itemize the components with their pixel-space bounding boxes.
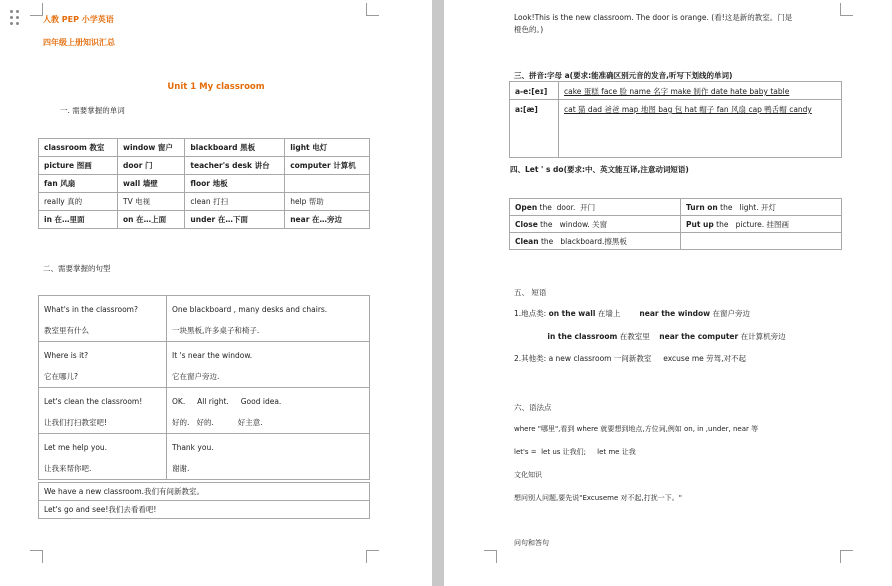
phrase-rest: the blackboard.擦黑板 xyxy=(538,236,627,246)
crop-mark xyxy=(840,550,853,563)
crop-mark xyxy=(366,550,379,563)
table-row xyxy=(39,211,370,229)
table-cell: on 在…上面 xyxy=(118,211,185,229)
sentence-table xyxy=(38,295,370,480)
verb-phrase: Put up xyxy=(686,219,714,229)
sentence-en: What's in the classroom? xyxy=(44,305,138,314)
table-cell: help 帮助 xyxy=(285,193,370,211)
table-cell xyxy=(510,233,681,250)
table-cell: floor 地板 xyxy=(185,175,285,193)
verb-phrase: Open xyxy=(515,202,538,212)
phrase-rest: the window. 关窗 xyxy=(537,219,608,229)
table-row xyxy=(39,434,370,480)
grammar-line: 文化知识 xyxy=(514,471,542,479)
table-cell: picture 图画 xyxy=(39,157,118,175)
table-cell: door 门 xyxy=(118,157,185,175)
sentence-en: It 's near the window. xyxy=(172,351,253,360)
table-cell xyxy=(681,199,842,216)
crop-mark xyxy=(366,3,379,16)
table-row xyxy=(510,199,842,216)
grammar-line: 想问别人问题,要先说"Excuseme 对不起,打扰一下。" xyxy=(514,494,682,502)
page-gutter xyxy=(432,0,444,586)
phrase-bold: near the computer xyxy=(659,332,739,341)
table-cell: in 在…里面 xyxy=(39,211,118,229)
phrase-text: a new classroom 一间新教室 excuse me 劳驾,对不起 xyxy=(548,354,747,363)
table-cell xyxy=(167,434,370,480)
phrase-line xyxy=(514,353,746,365)
sentence-zh: 谢谢. xyxy=(172,464,190,473)
table-cell xyxy=(681,216,842,233)
crop-mark xyxy=(484,550,497,563)
sentence-zh: 好的. 好的. 好主意. xyxy=(172,418,263,427)
table-cell: Let's go and see!我们去看看吧! xyxy=(39,501,370,519)
table-cell xyxy=(167,388,370,434)
grammar-line: where "哪里",看到 where 就要想到地点,方位词,例如 on, in ,under, near 等 xyxy=(514,425,759,433)
table-row xyxy=(510,216,842,233)
table-cell xyxy=(681,233,842,250)
table-row xyxy=(39,388,370,434)
table-cell xyxy=(39,434,167,480)
crop-mark xyxy=(30,3,43,16)
phonics-label: a-e:[eɪ] xyxy=(510,82,559,100)
table-cell: window 窗户 xyxy=(118,139,185,157)
section-words-title: 一. 需要掌握的单词 xyxy=(60,106,125,115)
phrase-line xyxy=(514,331,786,343)
phrase-text: 在计算机旁边 xyxy=(738,332,786,341)
table-row xyxy=(39,296,370,342)
sentence-en: Let's clean the classroom! xyxy=(44,397,143,406)
table-cell xyxy=(39,296,167,342)
phrase-text: 在窗户旁边 xyxy=(710,309,751,318)
table-cell: wall 墙壁 xyxy=(118,175,185,193)
sentence-en: OK. All right. Good idea. xyxy=(172,397,282,406)
intro-line: 橙色的。) xyxy=(514,25,544,34)
sentence-en: Let me help you. xyxy=(44,443,108,452)
phrase-rest: the picture. 挂图画 xyxy=(713,219,790,229)
drag-handle-icon[interactable] xyxy=(10,10,19,25)
phrase-bold: on the wall xyxy=(548,309,596,318)
table-cell: clean 打扫 xyxy=(185,193,285,211)
sentence-zh: 教室里有什么 xyxy=(44,326,89,335)
section-grammar-title: 六、语法点 xyxy=(514,403,552,412)
sentence-zh: 让我们打扫教室吧! xyxy=(44,418,108,427)
table-cell xyxy=(510,216,681,233)
phrase-rest: the light. 开灯 xyxy=(717,202,777,212)
table-row xyxy=(39,193,370,211)
table-cell xyxy=(167,342,370,388)
table-row xyxy=(39,139,370,157)
section-phrases-title: 五、 短语 xyxy=(514,288,547,297)
unit-title: Unit 1 My classroom xyxy=(167,82,265,92)
intro-line: Look!This is the new classroom. The door is orange. (看!这是新的教室。门是 xyxy=(514,13,793,22)
phonics-words: cake 蛋糕 face 脸 name 名字 make 制作 date hate baby table xyxy=(559,82,842,100)
section-phonics-title: 三、拼音:字母 a(要求:能准确区别元音的发音,听写下划线的单词) xyxy=(514,71,733,80)
table-row xyxy=(39,483,370,501)
phrase-prefix: 2.其他类: xyxy=(514,354,549,363)
table-row xyxy=(39,342,370,388)
doc-header-subtitle: 四年级上册知识汇总 xyxy=(43,38,115,47)
table-cell: fan 风扇 xyxy=(39,175,118,193)
table-row xyxy=(510,233,842,250)
table-row xyxy=(39,157,370,175)
right-page xyxy=(444,0,892,586)
table-cell: teacher's desk 讲台 xyxy=(185,157,285,175)
verb-phrase: Close xyxy=(515,219,538,229)
sentence-en: Thank you. xyxy=(172,443,214,452)
table-cell: classroom 教室 xyxy=(39,139,118,157)
left-page xyxy=(0,0,432,586)
verb-phrase: Clean xyxy=(515,236,539,246)
phrase-rest: the door. 开门 xyxy=(537,202,596,212)
verb-phrase: Turn on xyxy=(686,202,718,212)
table-cell: under 在…下面 xyxy=(185,211,285,229)
table-cell: blackboard 黑板 xyxy=(185,139,285,157)
table-cell xyxy=(39,388,167,434)
sentence-zh: 让我来帮你吧. xyxy=(44,464,92,473)
phrase-bold: near the window xyxy=(639,309,711,318)
key-sentence-box xyxy=(38,482,370,519)
table-cell xyxy=(510,199,681,216)
table-cell: light 电灯 xyxy=(285,139,370,157)
phrase-text: 在教室里 xyxy=(617,332,660,341)
section-sentences-title: 二、需要掌握的句型 xyxy=(43,264,111,273)
phrase-bold: in the classroom xyxy=(547,332,618,341)
doc-header-title: 人教 PEP 小学英语 xyxy=(43,15,114,24)
lets-do-table xyxy=(509,198,842,250)
sentence-en: Where is it? xyxy=(44,351,89,360)
intro-text xyxy=(514,12,849,36)
table-cell xyxy=(285,175,370,193)
table-row xyxy=(510,82,842,100)
phonics-words: cat 猫 dad 爸爸 map 地图 bag 包 hat 帽子 fan 风扇 cap 鸭舌帽 candy xyxy=(559,100,842,158)
table-cell: We have a new classroom.我们有间新教室。 xyxy=(39,483,370,501)
phrase-prefix: 1.地点类: xyxy=(514,309,549,318)
table-row xyxy=(39,175,370,193)
table-cell xyxy=(39,342,167,388)
table-cell: TV 电视 xyxy=(118,193,185,211)
sentence-zh: 它在窗户旁边. xyxy=(172,372,220,381)
table-row xyxy=(39,501,370,519)
sentence-zh: 它在哪儿? xyxy=(44,372,78,381)
table-cell: computer 计算机 xyxy=(285,157,370,175)
crop-mark xyxy=(30,550,43,563)
word-table xyxy=(38,138,370,229)
section-letsdo-title: 四、Let ' s do(要求:中、英文能互译,注意动词短语) xyxy=(510,165,689,174)
grammar-line: let's = let us 让我们; let me 让我 xyxy=(514,448,636,456)
phonics-table xyxy=(509,81,842,158)
phonics-label: a:[æ] xyxy=(510,100,559,158)
phrase-prefix xyxy=(514,332,547,341)
sentence-zh: 一块黑板,许多桌子和椅子. xyxy=(172,326,260,335)
grammar-line: 问句和答句 xyxy=(514,539,549,547)
phrase-text: 在墙上 xyxy=(595,309,640,318)
phrase-line xyxy=(514,308,750,320)
table-row xyxy=(510,100,842,158)
sentence-en: One blackboard , many desks and chairs. xyxy=(172,305,328,314)
table-cell: near 在…旁边 xyxy=(285,211,370,229)
table-cell: really 真的 xyxy=(39,193,118,211)
table-cell xyxy=(167,296,370,342)
